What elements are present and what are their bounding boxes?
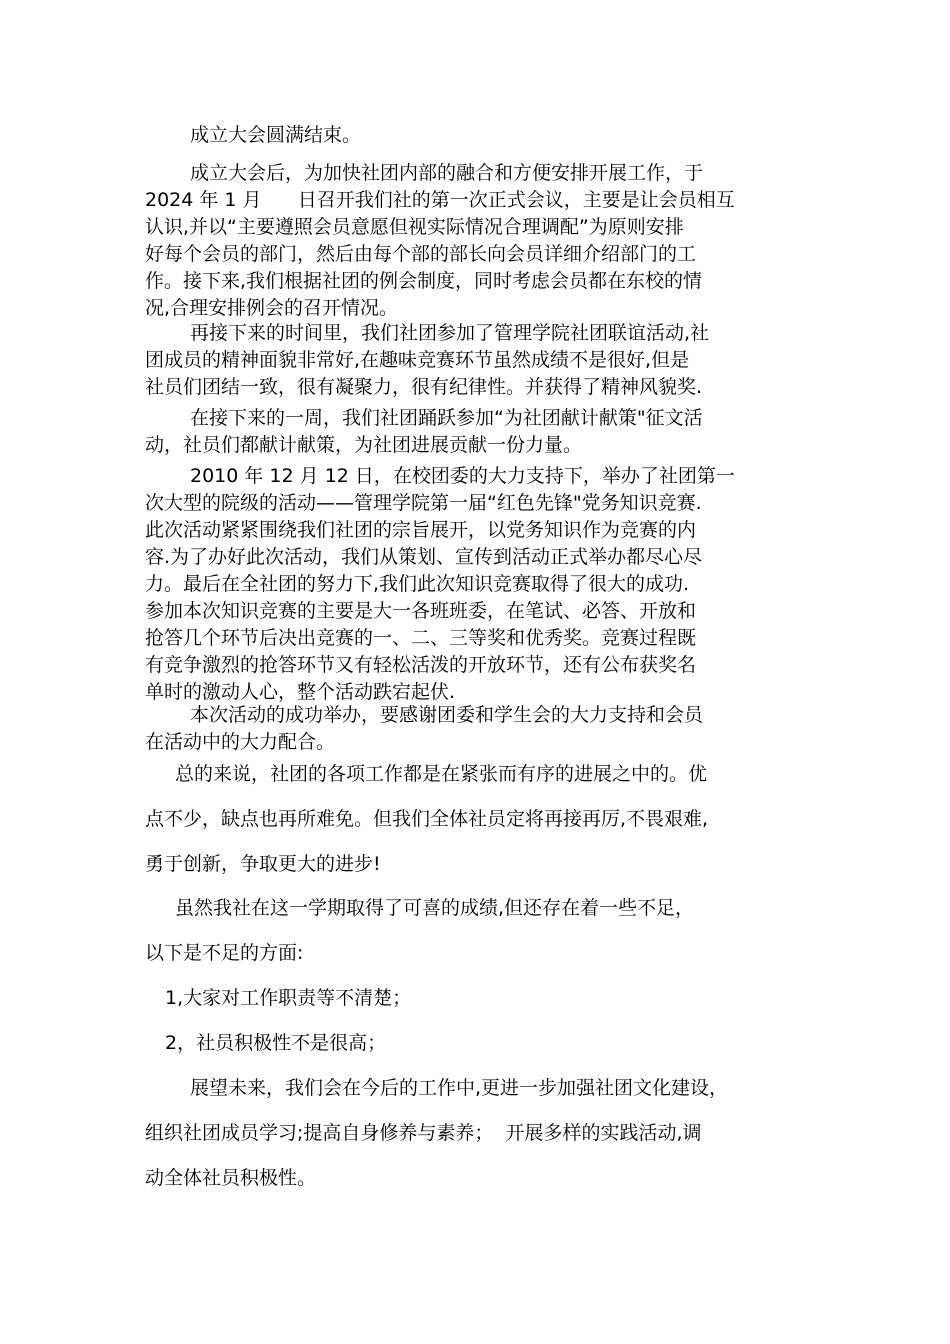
text-line: 有竞争激烈的抢答环节又有轻松活泼的开放环节，还有公布获奖名 [145,654,697,676]
text-line: 抢答几个环节后决出竞赛的一、二、三等奖和优秀奖。竞赛过程既 [145,627,697,649]
text-line: 展望未来，我们会在今后的工作中,更进一步加强社团文化建设， [190,1077,729,1099]
text-line: 再接下来的时间里，我们社团参加了管理学院社团联谊活动,社 [190,322,710,344]
text-line: 总的来说，社团的各项工作都是在紧张而有序的进展之中的。优 [175,763,708,785]
paragraph-9 [145,1066,817,1201]
paragraph-7 [145,752,817,887]
text-line: 2010 年 12 月 12 日，在校团委的大力支持下，举办了社团第一 [190,465,735,487]
paragraph-1 [145,122,817,149]
text-line: 成立大会后，为加快社团内部的融合和方便安排开展工作，于 [190,162,704,184]
paragraph-5 [145,463,817,706]
text-line: 本次活动的成功举办，要感谢团委和学生会的大力支持和会员 [190,704,704,726]
text-line: 动，社员们都献计献策，为社团进展贡献一份力量。 [145,434,583,456]
paragraph-2 [145,160,817,322]
text-line: 虽然我社在这一学期取得了可喜的成绩,但还存在着一些不足， [175,897,695,919]
paragraph-6 [145,702,817,756]
paragraph-8 [145,886,817,976]
text-line: 2，社员积极性不是很高； [165,1032,387,1054]
text-line: 团成员的精神面貌非常好,在趣味竞赛环节虽然成绩不是很好,但是 [145,349,690,371]
text-line: 动全体社员积极性。 [145,1167,317,1189]
text-line: 单时的激动人心，整个活动跌宕起伏. [145,681,456,703]
text-line: 组织社团成员学习;提高自身修养与素养； 开展多样的实践活动,调 [145,1122,702,1144]
text-line: 成立大会圆满结束。 [190,124,362,146]
text-line: 况,合理安排例会的召开情况。 [145,297,399,319]
paragraph-3 [145,320,817,401]
list-item [145,1021,817,1066]
text-line: 参加本次知识竞赛的主要是大一各班班委，在笔试、必答、开放和 [145,600,697,622]
text-line: 点不少，缺点也再所难免。但我们全体社员定将再接再厉,不畏艰难, [145,808,709,830]
text-line: 社员们团结一致，很有凝聚力，很有纪律性。并获得了精神风貌奖. [145,376,703,398]
paragraph-4 [145,405,817,459]
text-line: 勇于创新，争取更大的进步! [145,853,381,875]
text-line: 认识,并以“主要遵照会员意愿但视实际情况合理调配”为原则安排 [145,216,684,238]
text-line: 在活动中的大力配合。 [145,731,336,753]
text-line: 容.为了办好此次活动，我们从策划、宣传到活动正式举办都尽心尽 [145,546,703,568]
text-line: 此次活动紧紧围绕我们社团的宗旨展开，以党务知识作为竞赛的内 [145,519,697,541]
text-line: 力。最后在全社团的努力下,我们此次知识竞赛取得了很大的成功. [145,573,690,595]
text-line: 2024 年 1 月 日召开我们社的第一次正式会议，主要是让会员相互 [145,189,735,211]
text-line: 好每个会员的部门，然后由每个部的部长向会员详细介绍部门的工 [145,243,697,265]
text-line: 以下是不足的方面: [145,942,304,964]
list-item [145,976,817,1021]
text-line: 在接下来的一周，我们社团踊跃参加“为社团献计献策"征文活 [190,407,703,429]
text-line: 作。接下来,我们根据社团的例会制度，同时考虑会员都在东校的情 [145,270,703,292]
text-line: 1,大家对工作职责等不清楚； [165,987,412,1009]
text-line: 次大型的院级的活动——管理学院第一届“红色先锋"党务知识竞赛. [145,492,702,514]
